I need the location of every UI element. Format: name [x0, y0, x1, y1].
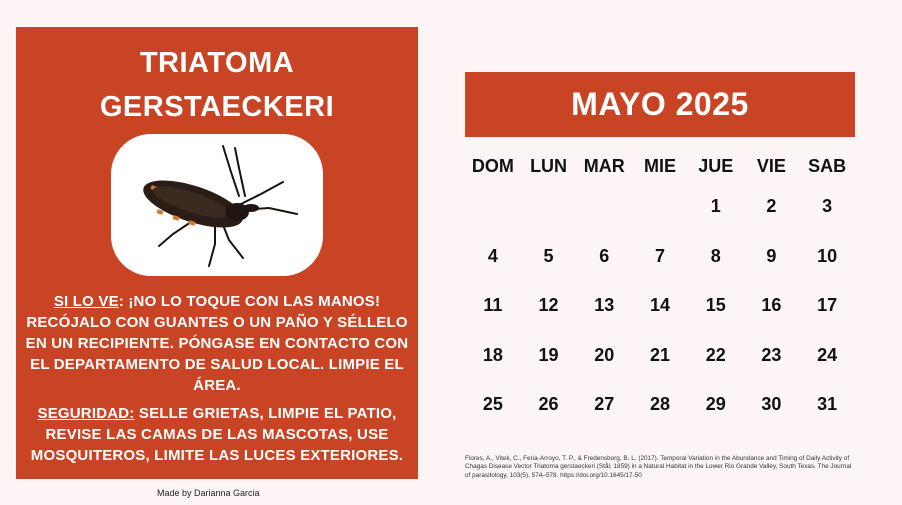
calendar-day: 31 — [817, 394, 838, 414]
weekday-header: LUN — [530, 156, 568, 176]
safety-paragraph — [24, 403, 410, 466]
calendar-empty-cell — [632, 186, 688, 236]
calendar-day: 17 — [817, 295, 838, 315]
calendar-day: 7 — [654, 245, 665, 266]
calendar-day: 15 — [705, 295, 726, 315]
weekday-header: VIE — [756, 156, 786, 176]
calendar-grid — [465, 146, 855, 434]
calendar-day: 10 — [817, 245, 838, 266]
calendar-day: 24 — [817, 344, 838, 365]
author-credit: Made by Darianna Garcia — [157, 488, 260, 498]
calendar-day: 29 — [705, 394, 726, 414]
title-line-2: GERSTAECKERI — [99, 91, 335, 123]
safety-label: SEGURIDAD: — [37, 405, 135, 422]
if-seen-label: SI LO VE — [53, 293, 119, 310]
calendar-day: 14 — [649, 295, 670, 315]
info-panel — [16, 27, 418, 479]
calendar-day: 26 — [538, 394, 559, 414]
calendar-day: 5 — [543, 245, 554, 266]
if-seen-paragraph — [24, 291, 410, 396]
if-seen-text: : ¡NO LO TOQUE CON LAS MANOS! RECÓJALO CON GUANTES O UN PAÑO Y SÉLLELO EN UN RECIPIENTE. PÓNGASE EN CONTACTO CON EL DEPARTAMENTO DE SALUD LOCAL. LIMPIE EL ÁREA. — [25, 293, 409, 394]
weekday-header: MAR — [583, 156, 625, 176]
safety-text: SELLE GRIETAS, LIMPIE EL PATIO, REVISE LAS CAMAS DE LAS MASCOTAS, USE MOSQUITEROS, LIMITE LAS LUCES EXTERIORES. — [30, 405, 404, 464]
calendar-day: 11 — [483, 295, 503, 315]
weekday-header: SAB — [808, 156, 847, 176]
kissing-bug-icon — [111, 134, 323, 276]
calendar-empty-cell — [521, 186, 577, 236]
calendar-day: 4 — [487, 245, 498, 266]
calendar-day: 20 — [594, 344, 615, 365]
title-line-1: TRIATOMA — [139, 47, 295, 79]
calendar-day: 23 — [761, 344, 782, 365]
calendar-day: 19 — [538, 344, 559, 365]
calendar-day: 22 — [705, 344, 726, 365]
species-title — [16, 41, 418, 129]
citation: Flores, A., Vitek, C., Feria-Arroyo, T. P., & Fredensborg, B. L. (2017). Temporal Variation in the Abundance and Timing of Daily Activity of Chagas Disease Vector Triatoma gerstaeckeri (Stål, 1859) in a Natural Habitat in the Lower Rio Grande Valley, South Texas. The Journal of parasitology, 103(5), 574–578. https://doi.org/10.1645/17-50 — [465, 455, 852, 479]
calendar-day: 21 — [649, 344, 670, 365]
calendar-day: 13 — [594, 295, 615, 315]
month-title: MAYO 2025 — [465, 72, 855, 137]
weekday-header: MIE — [643, 156, 676, 176]
calendar-day: 1 — [710, 196, 721, 216]
weekday-header: JUE — [698, 156, 734, 176]
calendar-day: 28 — [649, 394, 670, 414]
calendar-day: 2 — [766, 196, 777, 216]
calendar-day: 18 — [482, 344, 503, 365]
calendar-day: 16 — [761, 295, 782, 315]
calendar-day: 12 — [538, 295, 559, 315]
calendar-empty-cell — [576, 186, 632, 236]
calendar-day: 3 — [822, 196, 833, 216]
weekday-header: DOM — [471, 156, 514, 176]
insect-photo — [111, 134, 323, 276]
calendar-day: 8 — [710, 245, 721, 266]
calendar-empty-cell — [465, 186, 521, 236]
calendar-day: 25 — [482, 394, 503, 414]
calendar-day: 9 — [766, 245, 777, 266]
calendar-day: 6 — [599, 245, 610, 266]
calendar-day: 30 — [761, 394, 782, 414]
calendar-day: 27 — [594, 394, 615, 414]
